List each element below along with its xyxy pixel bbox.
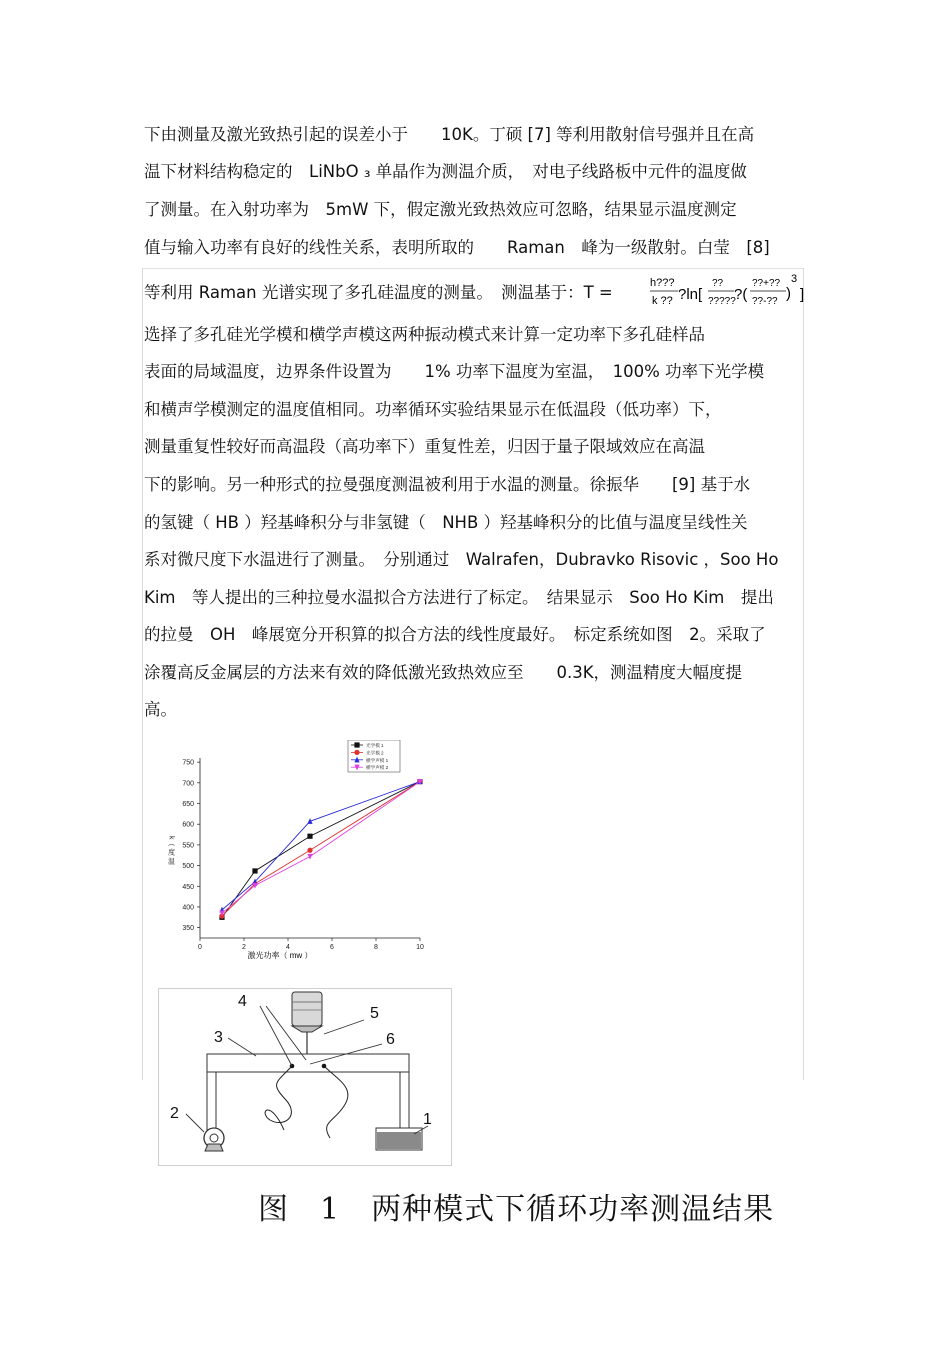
y-tick-label: 700 [182, 780, 194, 788]
chart-axes [168, 758, 424, 951]
label-2: 2 [170, 1105, 179, 1122]
formula-paren: ?( [734, 286, 748, 303]
text-line: 表面的局域温度，边界条件设置为 1% 功率下温度为室温， 100% 功率下光学模 [144, 362, 765, 381]
text-line: 的氢键（ HB ）羟基峰积分与非氢键（ NHB ）羟基峰积分的比值与温度呈线性关 [144, 513, 748, 532]
chart-series [219, 778, 422, 920]
text-line: 了测量。在入射功率为 5mW 下，假定激光致热效应可忽略，结果显示温度测定 [144, 200, 737, 219]
chart-x-label: 激光功率（ mw ） [247, 951, 313, 960]
water-container [376, 1128, 422, 1150]
data-point [252, 868, 257, 873]
frame-top [142, 268, 804, 269]
text-line: 下的影响。另一种形式的拉曼强度测温被利用于水温的测量。徐振华 [9] 基于水 [144, 475, 751, 494]
formula-ln: ?ln[ [678, 286, 703, 303]
text-line: 的拉曼 OH 峰展宽分开积算的拟合方法的线性度最好。 标定系统如图 2。采取了 [144, 625, 766, 644]
legend-label: 光学模 2 [366, 750, 384, 756]
y-tick-label: 550 [182, 842, 194, 850]
y-tick-label: 750 [182, 759, 194, 767]
data-point [307, 848, 312, 853]
formula-numerator-2: ?? [712, 278, 724, 289]
figure-caption: 图 1 两种模式下循环功率测温结果 [258, 1192, 775, 1227]
legend-label: 横学声模 1 [366, 757, 389, 763]
label-3: 3 [214, 1029, 223, 1046]
formula-exponent: 3 [791, 274, 798, 285]
x-tick-label: 0 [198, 944, 202, 951]
text-line: 选择了多孔硅光学模和横学声模这两种振动模式来计算一定功率下多孔硅样品 [144, 325, 705, 344]
label-4: 4 [238, 993, 247, 1010]
y-tick-label: 600 [182, 821, 194, 829]
legend-marker [354, 750, 359, 755]
label-5: 5 [370, 1005, 379, 1022]
label-6: 6 [386, 1031, 395, 1048]
chart-legend [348, 740, 400, 772]
formula-numerator-1: h??? [650, 277, 675, 289]
text-line: 值与输入功率有良好的线性关系，表明所取的 Raman 峰为一级散射。白莹 [8] [144, 238, 770, 257]
text-line: 高。 [144, 700, 177, 719]
text-line: Kim 等人提出的三种拉曼水温拟合方法进行了标定。 结果显示 Soo Ho Kim 提出 [144, 588, 774, 607]
text-line: 系对微尺度下水温进行了测量。 分别通过 Walrafen，Dubravko Risovic ，Soo Ho [144, 550, 779, 569]
chart-y-label: k（ 度 温 [167, 836, 175, 865]
legend-label: 横学声模 2 [366, 765, 389, 771]
text-line: 涂覆高反金属层的方法来有效的降低激光致热效应至 0.3K，测温精度大幅度提 [144, 663, 743, 682]
text-line: 等利用 Raman 光谱实现了多孔硅温度的测量。 测温基于：T = [144, 283, 613, 302]
x-tick-label: 2 [242, 944, 246, 951]
temperature-formula [648, 274, 808, 310]
text-line: 和横声学模测定的温度值相同。功率循环实验结果显示在低温段（低功率）下， [144, 400, 722, 419]
x-tick-label: 8 [374, 944, 378, 951]
formula-numerator-3: ??+?? [752, 278, 781, 289]
frame-left [142, 268, 143, 1080]
formula-denominator-1: k ?? [652, 295, 673, 307]
series-line-4 [222, 782, 420, 914]
y-tick-label: 400 [182, 904, 194, 912]
series-line-3 [222, 782, 420, 910]
text-line: 测量重复性较好而高温段（高功率下）重复性差，归因于量子限域效应在高温 [144, 437, 705, 456]
formula-denominator-2: ????? [708, 296, 736, 307]
formula-denominator-3: ??-?? [752, 296, 778, 307]
y-tick-label: 500 [182, 863, 194, 871]
calibration-system-diagram [158, 988, 452, 1166]
legend-label: 光学模 1 [366, 743, 384, 748]
formula-close: ] [800, 286, 805, 303]
y-tick-label: 450 [182, 883, 194, 891]
data-point [307, 854, 312, 860]
text-line: 温下材料结构稳定的 LiNbO ₃ 单晶作为测温介质， 对电子线路板中元件的温度做 [144, 162, 747, 181]
x-tick-label: 6 [330, 944, 334, 951]
data-point [307, 834, 312, 839]
y-tick-label: 350 [182, 925, 194, 933]
text-line: 下由测量及激光致热引起的误差小于 10K。丁硕 [7] 等利用散射信号强并且在高 [144, 125, 755, 144]
x-tick-label: 4 [286, 944, 290, 951]
pump [204, 1128, 224, 1151]
label-1: 1 [423, 1111, 432, 1128]
y-tick-label: 650 [182, 801, 194, 809]
frame-right [803, 268, 804, 1080]
power-temperature-chart [160, 740, 430, 966]
svg-text:): ) [786, 285, 791, 302]
x-tick-label: 10 [416, 944, 424, 951]
legend-marker [354, 742, 359, 747]
